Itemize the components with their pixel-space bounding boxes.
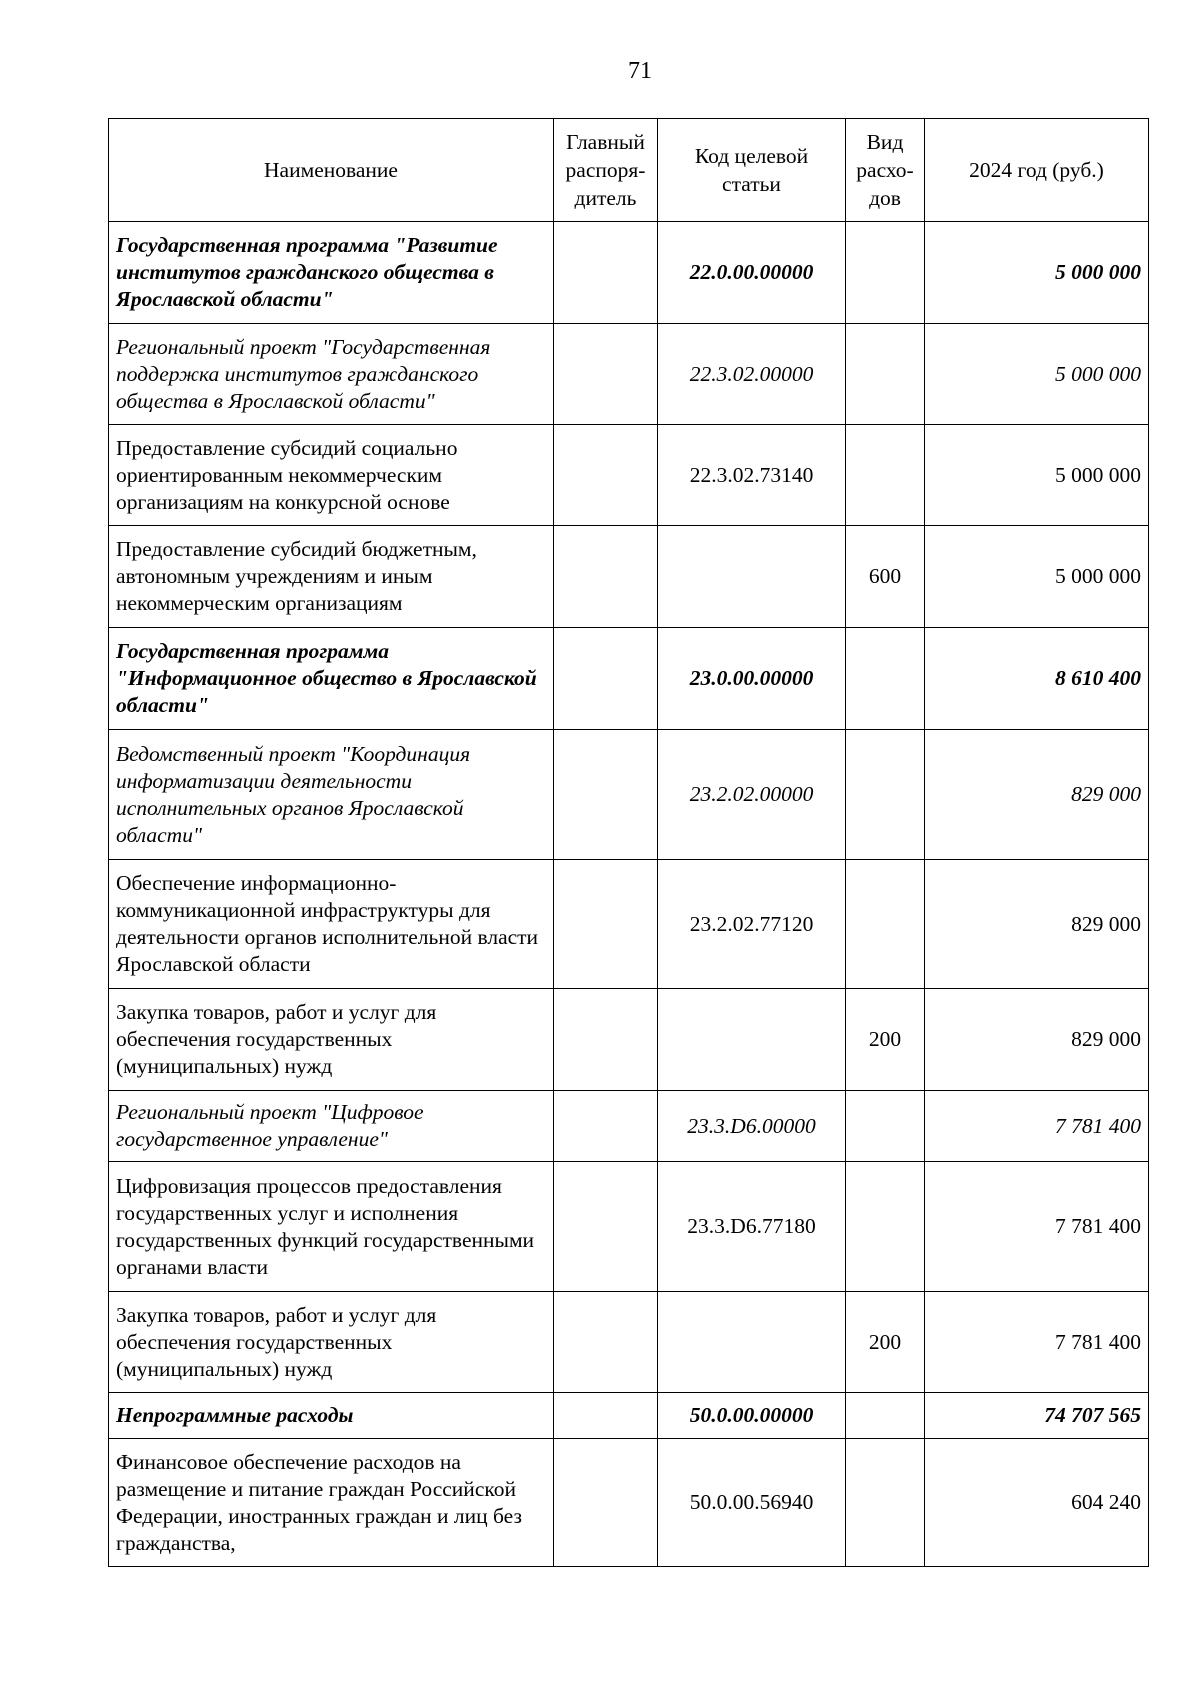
- table-row: [109, 1393, 1149, 1439]
- row-code: [658, 989, 846, 1091]
- row-admin: [554, 222, 658, 324]
- row-code: 22.3.02.73140: [658, 425, 846, 526]
- row-name: Государственная программа "Информационное общество в Ярославской области": [109, 628, 554, 730]
- header-name: Наименование: [109, 119, 554, 222]
- table-row: [109, 1292, 1149, 1393]
- table-row: [109, 425, 1149, 526]
- row-admin: [554, 1439, 658, 1567]
- header-kind: Вид расхо-дов: [846, 119, 925, 222]
- row-amount: 7 781 400: [925, 1162, 1149, 1292]
- table-row: [109, 526, 1149, 628]
- row-admin: [554, 1162, 658, 1292]
- row-kind: [846, 1091, 925, 1162]
- row-code: 23.2.02.77120: [658, 860, 846, 989]
- table-row: [109, 324, 1149, 425]
- row-kind: [846, 425, 925, 526]
- row-admin: [554, 324, 658, 425]
- row-kind: 600: [846, 526, 925, 628]
- row-admin: [554, 1393, 658, 1439]
- row-name: Ведомственный проект "Координация информатизации деятельности исполнительных органов Ярославской области": [109, 730, 554, 860]
- row-admin: [554, 628, 658, 730]
- row-name: Обеспечение информационно-коммуникационной инфраструктуры для деятельности органов исполнительной власти Ярославской области: [109, 860, 554, 989]
- row-amount: 829 000: [925, 860, 1149, 989]
- row-code: 23.0.00.00000: [658, 628, 846, 730]
- row-name: Закупка товаров, работ и услуг для обеспечения государственных (муниципальных) нужд: [109, 989, 554, 1091]
- row-kind: [846, 1393, 925, 1439]
- row-name: Финансовое обеспечение расходов на размещение и питание граждан Российской Федерации, иностранных граждан и лиц без гражданства,: [109, 1439, 554, 1567]
- row-admin: [554, 526, 658, 628]
- table-row: [109, 860, 1149, 989]
- row-code: 50.0.00.00000: [658, 1393, 846, 1439]
- header-code: Код целевой статьи: [658, 119, 846, 222]
- table-row: [109, 989, 1149, 1091]
- row-admin: [554, 1292, 658, 1393]
- row-name: Предоставление субсидий социально ориентированным некоммерческим организациям на конкурсной основе: [109, 425, 554, 526]
- row-name: Закупка товаров, работ и услуг для обеспечения государственных (муниципальных) нужд: [109, 1292, 554, 1393]
- row-amount: 74 707 565: [925, 1393, 1149, 1439]
- row-kind: [846, 1162, 925, 1292]
- table-row: [109, 1091, 1149, 1162]
- table-row: [109, 1439, 1149, 1567]
- row-kind: [846, 222, 925, 324]
- row-kind: [846, 324, 925, 425]
- row-name: Цифровизация процессов предоставления государственных услуг и исполнения государственных функций государственными органами власти: [109, 1162, 554, 1292]
- row-admin: [554, 1091, 658, 1162]
- row-code: 23.3.D6.00000: [658, 1091, 846, 1162]
- row-amount: 5 000 000: [925, 425, 1149, 526]
- row-amount: 604 240: [925, 1439, 1149, 1567]
- table-row: [109, 730, 1149, 860]
- row-kind: [846, 1439, 925, 1567]
- row-code: 22.0.00.00000: [658, 222, 846, 324]
- row-admin: [554, 730, 658, 860]
- header-row: [109, 119, 1149, 222]
- row-name: Региональный проект "Цифровое государственное управление": [109, 1091, 554, 1162]
- row-admin: [554, 989, 658, 1091]
- row-admin: [554, 860, 658, 989]
- row-amount: 5 000 000: [925, 324, 1149, 425]
- row-code: 23.2.02.00000: [658, 730, 846, 860]
- row-name: Непрограммные расходы: [109, 1393, 554, 1439]
- row-kind: [846, 730, 925, 860]
- row-amount: 829 000: [925, 989, 1149, 1091]
- page-number: 71: [628, 58, 652, 84]
- row-amount: 829 000: [925, 730, 1149, 860]
- row-name: Государственная программа "Развитие институтов гражданского общества в Ярославской области": [109, 222, 554, 324]
- row-amount: 7 781 400: [925, 1292, 1149, 1393]
- row-amount: 5 000 000: [925, 222, 1149, 324]
- row-admin: [554, 425, 658, 526]
- table-row: [109, 222, 1149, 324]
- row-name: Предоставление субсидий бюджетным, автономным учреждениям и иным некоммерческим организациям: [109, 526, 554, 628]
- row-kind: 200: [846, 989, 925, 1091]
- row-kind: [846, 860, 925, 989]
- header-admin: Главный распоря-дитель: [554, 119, 658, 222]
- row-amount: 7 781 400: [925, 1091, 1149, 1162]
- row-name: Региональный проект "Государственная поддержка институтов гражданского общества в Ярославской области": [109, 324, 554, 425]
- row-amount: 5 000 000: [925, 526, 1149, 628]
- row-code: [658, 1292, 846, 1393]
- row-code: 50.0.00.56940: [658, 1439, 846, 1567]
- budget-table: [108, 118, 1149, 1567]
- header-amount: 2024 год (руб.): [925, 119, 1149, 222]
- row-amount: 8 610 400: [925, 628, 1149, 730]
- row-code: 22.3.02.00000: [658, 324, 846, 425]
- table-row: [109, 628, 1149, 730]
- row-code: [658, 526, 846, 628]
- row-kind: 200: [846, 1292, 925, 1393]
- table-row: [109, 1162, 1149, 1292]
- row-kind: [846, 628, 925, 730]
- row-code: 23.3.D6.77180: [658, 1162, 846, 1292]
